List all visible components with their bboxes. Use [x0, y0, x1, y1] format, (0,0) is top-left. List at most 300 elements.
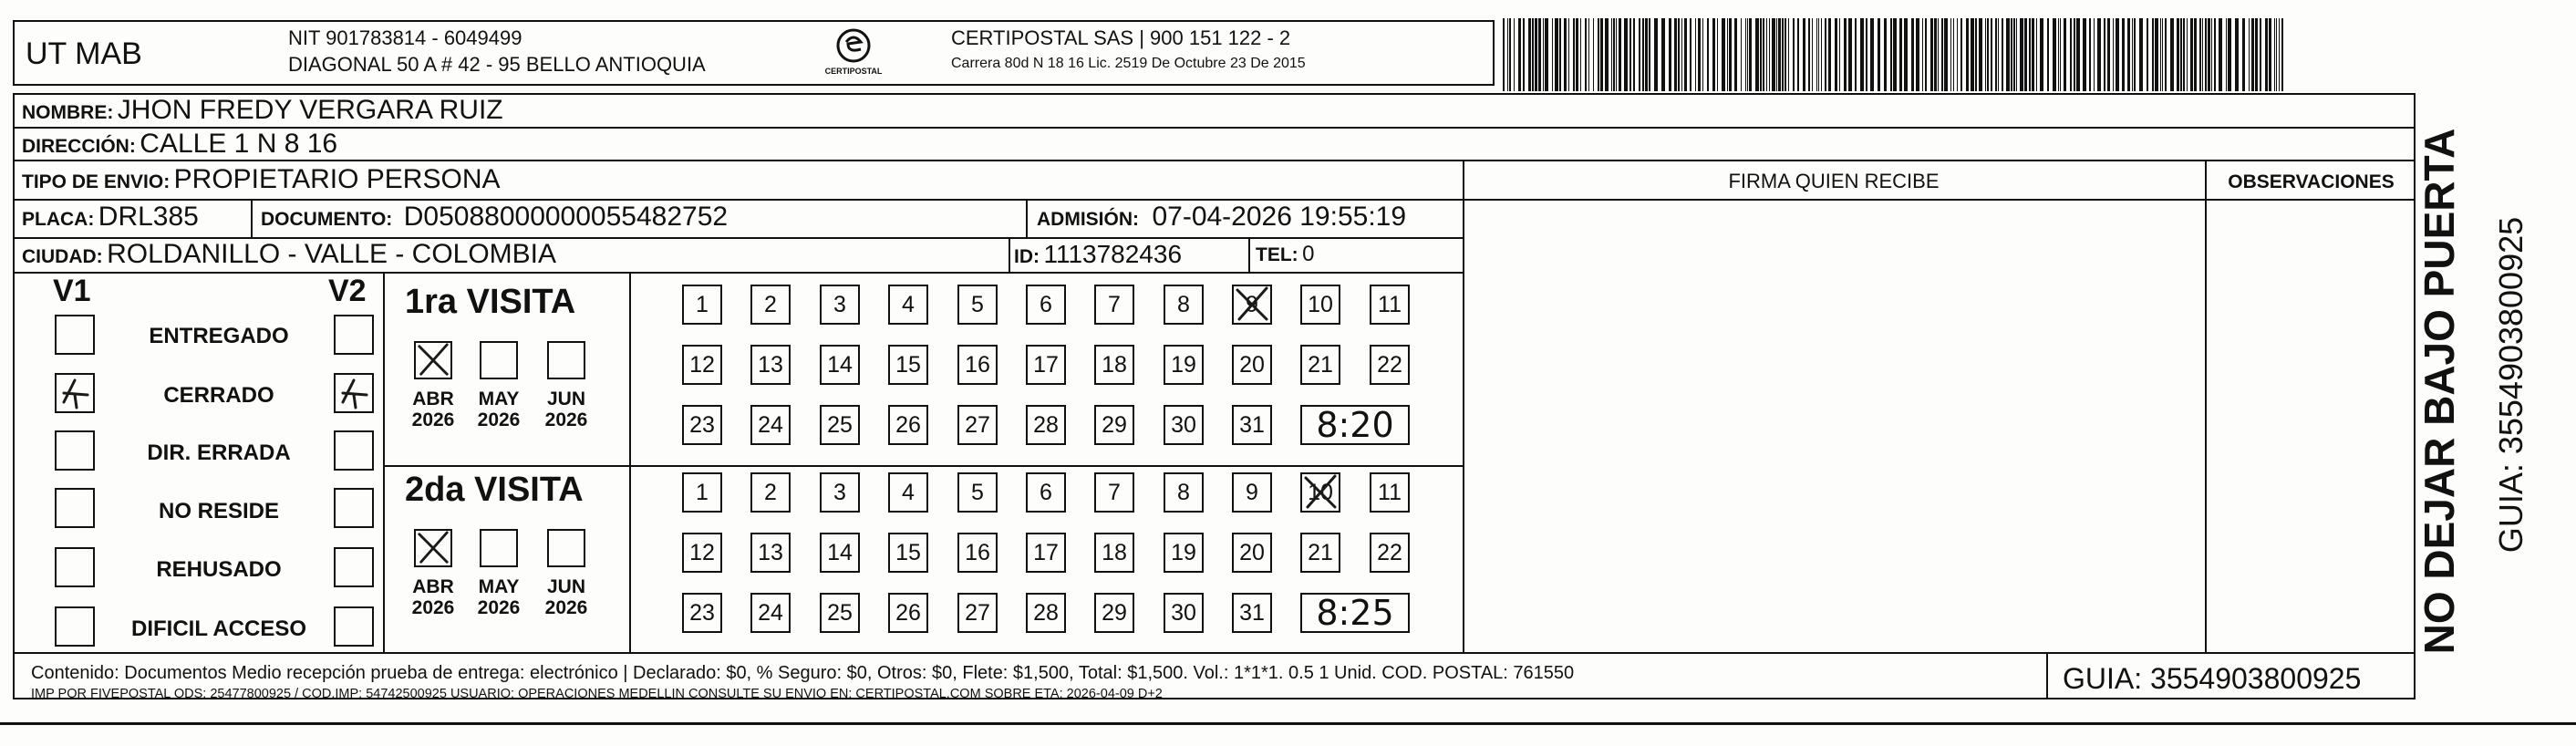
day-number: 30	[1171, 600, 1196, 626]
day-number: 8	[1177, 480, 1190, 505]
day-box[interactable]	[1370, 472, 1410, 513]
check-mark-icon	[57, 375, 93, 411]
day-number: 28	[1033, 412, 1059, 438]
v2-checkbox[interactable]	[334, 606, 374, 647]
barcode-bar	[2094, 18, 2095, 91]
day-number: 17	[1033, 540, 1059, 565]
barcode-bar	[2074, 18, 2075, 91]
barcode-bar	[1538, 18, 1541, 91]
day-number: 23	[689, 600, 715, 626]
day-number: 20	[1239, 540, 1265, 565]
barcode-bar	[1808, 18, 1810, 91]
day-number: 3	[833, 292, 846, 317]
barcode-bar	[2020, 18, 2023, 91]
observaciones-header: OBSERVACIONES	[2228, 171, 2395, 192]
month-checkbox[interactable]	[414, 529, 452, 567]
barcode-bar	[1684, 18, 1687, 91]
check-mark-icon	[1234, 286, 1270, 323]
day-box[interactable]	[1232, 345, 1272, 385]
day-number: 5	[971, 292, 984, 317]
barcode-bar	[2205, 18, 2207, 91]
day-box[interactable]	[750, 345, 791, 385]
tipo-label: TIPO DE ENVIO:	[22, 171, 171, 192]
visit-time-box[interactable]	[1300, 405, 1410, 445]
barcode-bar	[1619, 18, 1621, 91]
day-box[interactable]	[750, 593, 791, 633]
barcode-bar	[1727, 18, 1728, 91]
barcode-bar	[1681, 18, 1682, 91]
barcode-bar	[1654, 18, 1658, 91]
barcode-bar	[1985, 18, 1986, 91]
day-box[interactable]	[1164, 472, 1204, 513]
barcode-bar	[1991, 18, 1992, 91]
barcode-bar	[1816, 18, 1817, 91]
barcode-bar	[1749, 18, 1752, 91]
barcode-bar	[2089, 18, 2091, 91]
direccion-value: CALLE 1 N 8 16	[140, 129, 338, 159]
day-box[interactable]	[750, 533, 791, 573]
barcode-bar	[1971, 18, 1974, 91]
day-number: 31	[1239, 412, 1265, 438]
barcode-bar	[2011, 18, 2012, 91]
barcode-bar	[1782, 18, 1784, 91]
barcode-bar	[1934, 18, 1937, 91]
barcode-bar	[1514, 18, 1515, 91]
day-box[interactable]	[1300, 285, 1340, 325]
day-number: 24	[758, 600, 783, 626]
day-number: 7	[1108, 292, 1121, 317]
barcode-bar	[1890, 18, 1892, 91]
barcode-bar	[2190, 18, 2193, 91]
barcode-bar	[2162, 18, 2163, 91]
day-box[interactable]	[1370, 345, 1410, 385]
certipostal-logo	[821, 24, 886, 80]
visit-time-box[interactable]	[1300, 593, 1410, 633]
barcode-bar	[1844, 18, 1847, 91]
day-box[interactable]	[957, 533, 998, 573]
v1-checkbox[interactable]	[55, 488, 95, 528]
nombre-row	[22, 97, 503, 124]
v1-checkbox[interactable]	[55, 315, 95, 355]
barcode-bar	[1624, 18, 1628, 91]
admision-row	[1037, 203, 1406, 231]
barcode-bar	[1828, 18, 1831, 91]
day-box[interactable]	[1026, 345, 1066, 385]
check-mark-icon	[416, 531, 450, 565]
month-year: 2026	[411, 409, 455, 431]
barcode-bar	[1995, 18, 1997, 91]
placa-row	[22, 203, 199, 231]
barcode-bar	[1835, 18, 1837, 91]
barcode-bar	[1633, 18, 1635, 91]
day-number: 26	[895, 412, 921, 438]
barcode-bar	[2269, 18, 2271, 91]
placa-value: DRL385	[98, 202, 199, 232]
barcode-bar	[1605, 18, 1609, 91]
day-number: 7	[1108, 480, 1121, 505]
sender-nit: NIT 901783814 - 6049499	[288, 26, 522, 49]
barcode-bar	[2064, 18, 2066, 91]
day-number: 16	[965, 540, 990, 565]
day-box[interactable]	[1232, 533, 1272, 573]
barcode-bar	[1741, 18, 1742, 91]
barcode-bar	[1573, 18, 1575, 91]
barcode-bar	[2016, 18, 2017, 91]
nombre-value: JHON FREDY VERGARA RUIZ	[117, 95, 503, 125]
day-number: 4	[902, 480, 915, 505]
day-box[interactable]	[1300, 533, 1340, 573]
day-box[interactable]	[820, 472, 860, 513]
day-box[interactable]	[957, 472, 998, 513]
month-name: ABR	[412, 576, 454, 597]
barcode-bar	[1629, 18, 1631, 91]
barcode-bar	[1588, 18, 1589, 91]
barcode-bar	[2013, 18, 2015, 91]
day-number: 19	[1171, 540, 1196, 565]
barcode-bar	[2187, 18, 2188, 91]
day-box[interactable]	[888, 345, 928, 385]
barcode-bar	[1745, 18, 1746, 91]
barcode-bar	[1987, 18, 1989, 91]
day-box[interactable]	[957, 285, 998, 325]
barcode-bar	[2083, 18, 2086, 91]
month-checkbox[interactable]	[480, 529, 518, 567]
day-number: 20	[1239, 352, 1265, 378]
barcode-bar	[1528, 18, 1531, 91]
barcode-bar	[1698, 18, 1701, 91]
barcode-bar	[1866, 18, 1867, 91]
barcode-bar	[1518, 18, 1521, 91]
day-number: 28	[1033, 600, 1059, 626]
barcode-bar	[1576, 18, 1578, 91]
barcode-bar	[2180, 18, 2182, 91]
check-mark-icon	[336, 375, 372, 411]
visit-title: 2da VISITA	[405, 471, 584, 509]
day-box[interactable]	[1164, 593, 1204, 633]
day-number: 25	[827, 412, 853, 438]
barcode-bar	[1916, 18, 1919, 91]
barcode-bar	[1998, 18, 1999, 91]
month-name: MAY	[478, 389, 520, 409]
barcode-bar	[2242, 18, 2245, 91]
day-box[interactable]	[1026, 593, 1066, 633]
barcode-bar	[1911, 18, 1914, 91]
day-box[interactable]	[682, 285, 722, 325]
ciudad-label: CIUDAD:	[22, 246, 103, 267]
month-label	[403, 576, 463, 618]
direccion-label: DIRECCIÓN:	[22, 136, 136, 157]
day-box[interactable]	[1164, 405, 1204, 445]
day-box[interactable]	[1026, 285, 1066, 325]
barcode-bar	[1957, 18, 1958, 91]
barcode-bar	[2070, 18, 2072, 91]
visit-time: 8:25	[1316, 593, 1394, 633]
barcode-bar	[2214, 18, 2216, 91]
barcode-bar	[1825, 18, 1826, 91]
check-mark-icon	[1302, 474, 1339, 511]
day-number: 10	[1308, 292, 1333, 317]
day-number: 12	[689, 540, 715, 565]
barcode-bar	[1639, 18, 1640, 91]
documento-label: DOCUMENTO:	[261, 209, 393, 230]
barcode-bar	[1649, 18, 1650, 91]
day-box[interactable]	[1094, 533, 1134, 573]
month-year: 2026	[477, 409, 521, 431]
barcode-bar	[1593, 18, 1594, 91]
barcode-bar	[1855, 18, 1857, 91]
day-number: 2	[764, 292, 777, 317]
day-box[interactable]	[888, 593, 928, 633]
day-box[interactable]	[1370, 285, 1410, 325]
barcode-bar	[2194, 18, 2197, 91]
direccion-row	[22, 130, 337, 158]
day-number: 10	[1308, 480, 1333, 505]
barcode-bar	[2251, 18, 2254, 91]
documento-value: D05088000000055482752	[403, 202, 729, 232]
barcode-bar	[2160, 18, 2161, 91]
barcode-bar	[2165, 18, 2167, 91]
barcode-bar	[1734, 18, 1737, 91]
status-label: DIFICIL ACCESO	[130, 616, 306, 641]
day-number: 14	[827, 540, 853, 565]
day-box[interactable]	[750, 472, 791, 513]
day-box[interactable]	[1094, 472, 1134, 513]
day-number: 24	[758, 412, 783, 438]
day-box[interactable]	[1232, 285, 1272, 325]
barcode-bar	[1507, 18, 1508, 91]
barcode-bar	[1979, 18, 1982, 91]
barcode-bar	[2107, 18, 2110, 91]
day-box[interactable]	[820, 533, 860, 573]
day-box[interactable]	[1370, 533, 1410, 573]
day-box[interactable]	[820, 345, 860, 385]
tipo-row	[22, 166, 501, 193]
month-label	[536, 389, 596, 430]
day-number: 22	[1377, 540, 1402, 565]
barcode-bar	[2147, 18, 2148, 91]
day-box[interactable]	[820, 405, 860, 445]
day-box[interactable]	[957, 345, 998, 385]
day-box[interactable]	[888, 285, 928, 325]
barcode-bar	[2260, 18, 2261, 91]
barcode-bar	[1930, 18, 1933, 91]
barcode-bar	[1568, 18, 1569, 91]
barcode-bar	[1543, 18, 1544, 91]
day-box[interactable]	[682, 345, 722, 385]
barcode-bar	[1598, 18, 1599, 91]
barcode-bar	[1760, 18, 1762, 91]
day-box[interactable]	[682, 405, 722, 445]
barcode-bar	[1674, 18, 1677, 91]
day-box[interactable]	[1026, 533, 1066, 573]
day-box[interactable]	[1094, 345, 1134, 385]
day-box[interactable]	[1026, 472, 1066, 513]
day-box[interactable]	[682, 472, 722, 513]
sender-address: DIAGONAL 50 A # 42 - 95 BELLO ANTIOQUIA	[288, 53, 706, 76]
barcode-bar	[2202, 18, 2203, 91]
barcode-bar	[1772, 18, 1775, 91]
day-box[interactable]	[1094, 593, 1134, 633]
v1-checkbox[interactable]	[55, 547, 95, 587]
barcode-bar	[1950, 18, 1951, 91]
barcode-bar	[1600, 18, 1603, 91]
month-year: 2026	[477, 597, 521, 619]
side-guia: GUIA: 3554903800925	[2492, 216, 2529, 554]
day-number: 21	[1308, 540, 1333, 565]
day-box[interactable]	[1094, 405, 1134, 445]
month-checkbox[interactable]	[480, 341, 518, 379]
nombre-label: NOMBRE:	[22, 102, 114, 123]
barcode-bar	[2170, 18, 2174, 91]
barcode-bar	[1812, 18, 1813, 91]
barcode-bar	[1712, 18, 1715, 91]
barcode-bar	[2127, 18, 2130, 91]
barcode-bar	[2032, 18, 2034, 91]
day-box[interactable]	[888, 533, 928, 573]
day-box[interactable]	[1232, 405, 1272, 445]
day-box[interactable]	[957, 405, 998, 445]
day-box[interactable]	[820, 593, 860, 633]
barcode-bar	[2053, 18, 2056, 91]
day-number: 19	[1171, 352, 1196, 378]
v1-checkbox[interactable]	[55, 430, 95, 471]
day-number: 29	[1102, 412, 1127, 438]
barcode-bar	[1523, 18, 1525, 91]
day-box[interactable]	[888, 405, 928, 445]
day-box[interactable]	[1164, 345, 1204, 385]
barcode	[1503, 18, 2289, 91]
day-number: 15	[895, 352, 921, 378]
barcode-bar	[1535, 18, 1537, 91]
barcode-bar	[1803, 18, 1805, 91]
day-number: 8	[1177, 292, 1190, 317]
barcode-bar	[1552, 18, 1553, 91]
barcode-bar	[2208, 18, 2210, 91]
day-number: 9	[1246, 292, 1258, 317]
day-box[interactable]	[750, 405, 791, 445]
month-checkbox[interactable]	[414, 341, 452, 379]
day-box[interactable]	[682, 593, 722, 633]
barcode-bar	[1509, 18, 1511, 91]
barcode-bar	[1848, 18, 1852, 91]
ciudad-row	[22, 241, 556, 268]
day-box[interactable]	[750, 285, 791, 325]
v2-checkbox[interactable]	[334, 547, 374, 587]
status-label: CERRADO	[163, 383, 274, 408]
day-box[interactable]	[957, 593, 998, 633]
barcode-bar	[1766, 18, 1767, 91]
month-label	[403, 389, 463, 430]
day-box[interactable]	[1232, 593, 1272, 633]
barcode-bar	[2113, 18, 2114, 91]
barcode-bar	[1555, 18, 1558, 91]
day-box[interactable]	[1094, 285, 1134, 325]
month-checkbox[interactable]	[547, 529, 585, 567]
day-number: 27	[965, 600, 990, 626]
day-number: 25	[827, 600, 853, 626]
barcode-bar	[1690, 18, 1691, 91]
barcode-bar	[1860, 18, 1864, 91]
v1-label: V1	[53, 274, 91, 308]
status-label: NO RESIDE	[158, 499, 280, 523]
barcode-bar	[1580, 18, 1581, 91]
barcode-bar	[2029, 18, 2031, 91]
barcode-bar	[1960, 18, 1962, 91]
admision-value: 07-04-2026 19:55:19	[1152, 202, 1407, 232]
firma-header: FIRMA QUIEN RECIBE	[1728, 170, 1940, 192]
barcode-bar	[2036, 18, 2037, 91]
barcode-bar	[2274, 18, 2275, 91]
barcode-bar	[2226, 18, 2227, 91]
no-dejar-bajo-puerta: NO DEJAR BAJO PUERTA	[2416, 128, 2463, 655]
barcode-bar	[2076, 18, 2080, 91]
carrier-name: CERTIPOSTAL SAS | 900 151 122 - 2	[951, 26, 1291, 49]
documento-row	[261, 203, 728, 231]
carrier-license: Carrera 80d N 18 16 Lic. 2519 De Octubre 23 De 2015	[951, 56, 1306, 71]
barcode-bar	[1642, 18, 1644, 91]
barcode-bar	[1904, 18, 1908, 91]
barcode-bar	[2152, 18, 2154, 91]
v2-label: V2	[328, 274, 367, 308]
day-number: 4	[902, 292, 915, 317]
barcode-bar	[1925, 18, 1927, 91]
day-box[interactable]	[1164, 533, 1204, 573]
status-label: DIR. ERRADA	[147, 440, 291, 465]
day-box[interactable]	[1300, 345, 1340, 385]
barcode-bar	[2155, 18, 2158, 91]
day-number: 30	[1171, 412, 1196, 438]
v1-checkbox[interactable]	[55, 606, 95, 647]
day-box[interactable]	[1164, 285, 1204, 325]
barcode-bar	[2235, 18, 2239, 91]
month-name: JUN	[546, 576, 585, 597]
day-number: 13	[758, 540, 783, 565]
day-number: 2	[764, 480, 777, 505]
day-number: 6	[1040, 292, 1052, 317]
visit-title: 1ra VISITA	[405, 283, 576, 321]
barcode-bar	[1941, 18, 1943, 91]
scan-edge	[0, 722, 2576, 725]
v2-checkbox[interactable]	[334, 373, 374, 413]
barcode-bar	[2006, 18, 2010, 91]
day-box[interactable]	[888, 472, 928, 513]
barcode-bar	[1564, 18, 1567, 91]
company-name: UT MAB	[26, 36, 142, 71]
v2-checkbox[interactable]	[334, 488, 374, 528]
v2-checkbox[interactable]	[334, 315, 374, 355]
day-box[interactable]	[820, 285, 860, 325]
v1-checkbox[interactable]	[55, 373, 95, 413]
v2-checkbox[interactable]	[334, 430, 374, 471]
barcode-bar	[1545, 18, 1548, 91]
barcode-bar	[2281, 18, 2283, 91]
tel-value: 0	[1302, 242, 1315, 266]
barcode-bar	[2199, 18, 2201, 91]
day-number: 31	[1239, 600, 1265, 626]
day-number: 13	[758, 352, 783, 378]
day-box[interactable]	[682, 533, 722, 573]
day-box[interactable]	[1026, 405, 1066, 445]
barcode-bar	[2228, 18, 2231, 91]
barcode-bar	[2116, 18, 2119, 91]
status-label: ENTREGADO	[149, 324, 289, 348]
day-number: 1	[696, 480, 709, 505]
day-box[interactable]	[1300, 472, 1340, 513]
day-number: 1	[696, 292, 709, 317]
barcode-bar	[1678, 18, 1680, 91]
day-box[interactable]	[1232, 472, 1272, 513]
month-checkbox[interactable]	[547, 341, 585, 379]
